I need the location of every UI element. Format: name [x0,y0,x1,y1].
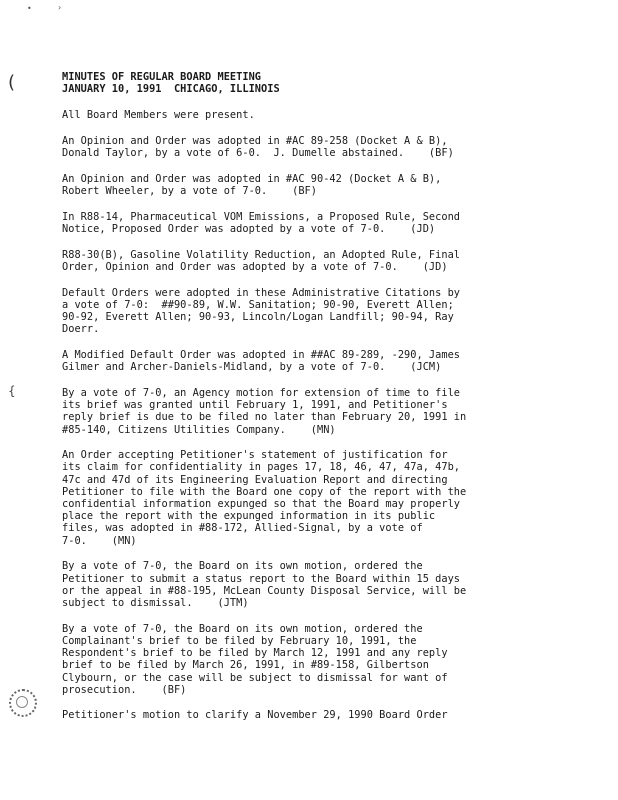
header-title: MINUTES OF REGULAR BOARD MEETING [62,71,262,83]
paragraph-item: Default Orders were adopted in these Administrative Citations by a vote of 7-0: ##90-89, W.W. Sanitation; 90-90, Everett Allen; 90-92, Everett Allen; 90-93, Lincoln/Logan Landfill; 90-94, Ray Doerr. [62,286,461,336]
header-date-location: JANUARY 10, 1991 CHICAGO, ILLINOIS [62,83,280,96]
paragraph-item: By a vote of 7-0, the Board on its own motion, ordered the Petitioner to submit a status report to the Board within 15 days or the appeal in #88-195, McLean County Disposal Service, will be subject to dismissal. (JTM) [62,560,467,609]
paragraph-item: An Order accepting Petitioner's statement of justification for its claim for confidentiality in pages 17, 18, 46, 47, 47a, 47b, 47c and 47d of its Engineering Evaluation Report and directing Petitioner to file with the Board one copy of the report with the confidential information expunged so that the Board may properly place the report with the expunged information in its public files, was adopted in #88-172, Allied-Signal, by a vote of 7-0. (MN) [62,449,467,547]
minutes-header [62,71,542,95]
paragraph-item: A Modified Default Order was adopted in ##AC 89-289, -290, James Gilmer and Archer-Daniels-Midland, by a vote of 7-0. (JCM) [62,349,461,374]
paragraph-item: In R88-14, Pharmaceutical VOM Emissions, a Proposed Rule, Second Notice, Proposed Order was adopted by a vote of 7-0. (JD) [62,210,461,236]
paragraph-item-truncated: Petitioner's motion to clarify a November 29, 1990 Board Order [62,709,448,722]
margin-bracket-mark: ( [8,72,16,93]
margin-bracket-mark-2: { [8,384,16,398]
punch-hole-stamp [9,689,37,717]
scan-mark-dot: • [27,4,32,13]
paragraph-item: By a vote of 7-0, the Board on its own motion, ordered the Complainant's brief to be filed by February 10, 1991, the Respondent's brief to be filed by March 12, 1991 and any reply brief to be filed by March 26, 1991, in #89-158, Gilbertson Clybourn, or the case will be subject to dismissal for want of prosecution. (BF) [62,622,448,696]
paragraph-item: By a vote of 7-0, an Agency motion for extension of time to file its brief was granted until February 1, 1991, and Petitioner's reply brief is due to be filed no later than February 20, 1991 in #85-140, Citizens Utilities Company. (MN) [62,386,467,436]
paragraph-attendance: All Board Members were present. [62,109,255,122]
paragraph-item: R88-30(B), Gasoline Volatility Reduction, an Adopted Rule, Final Order, Opinion and Order was adopted by a vote of 7-0. (JD) [62,248,461,274]
scan-mark-tick: › [58,3,62,12]
minutes-document [62,71,542,735]
paragraph-item: An Opinion and Order was adopted in #AC 89-258 (Docket A & B), Donald Taylor, by a vote of 6-0. J. Dumelle abstained. (BF) [62,135,454,160]
paragraph-item: An Opinion and Order was adopted in #AC 90-42 (Docket A & B), Robert Wheeler, by a vote of 7-0. (BF) [62,173,442,198]
